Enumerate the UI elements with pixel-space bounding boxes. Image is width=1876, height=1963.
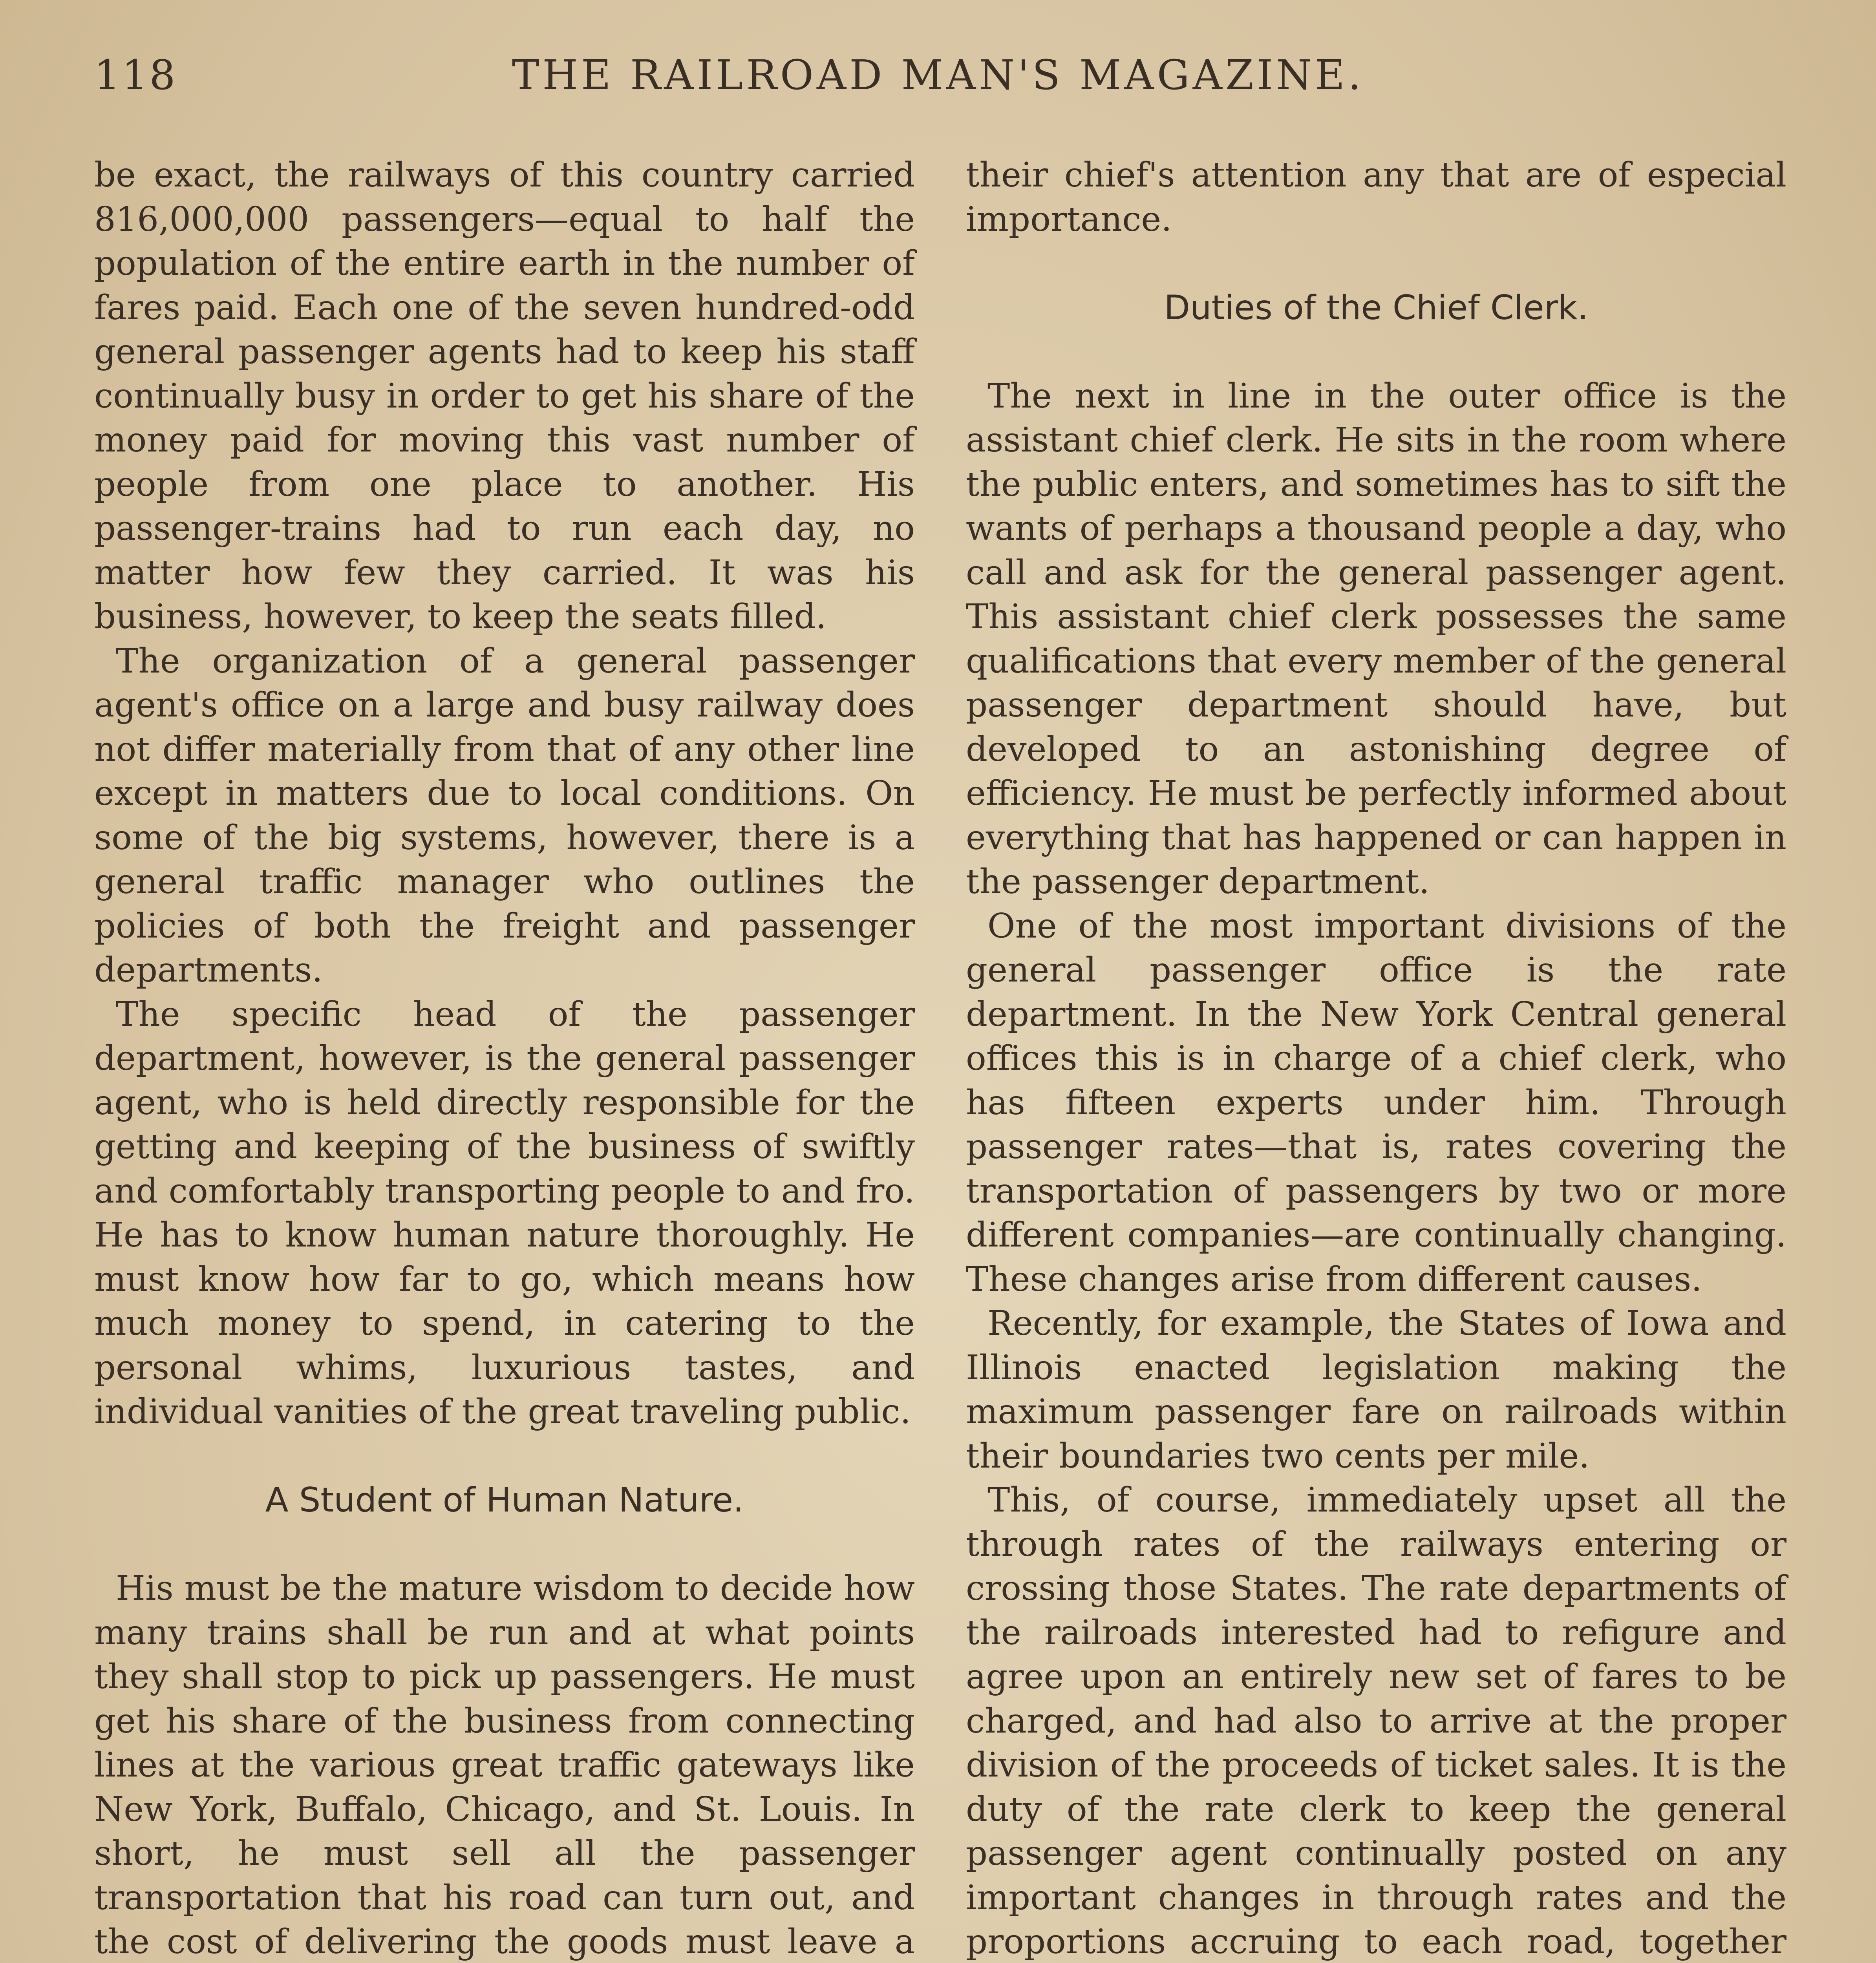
- paragraph: One of the most important divisions of the general passenger office is the rate department. In the New York Central general offices this is in charge of a chief clerk, who has fifteen experts under him. Through passenger rates—that is, rates covering the transportation of passengers by two or more different companies—are continually changing. These changes arise from different causes.: [966, 906, 1786, 1299]
- page-number: 118: [94, 51, 177, 99]
- right-column: [966, 153, 1786, 1963]
- paragraph: The next in line in the outer office is the assistant chief clerk. He sits in the room where the public enters, and sometimes has to sift the wants of perhaps a thousand people a day, who call and ask for the general passenger agent. This assistant chief clerk possesses the same qualifications that every member of the general passenger department should have, but developed to an astonishing degree of efficiency. He must be perfectly informed about everything that has happened or can happen in the passenger department.: [966, 376, 1786, 901]
- left-column: [94, 153, 915, 1963]
- paragraph: Recently, for example, the States of Iowa and Illinois enacted legislation making the maximum passenger fare on railroads within their boundaries two cents per mile.: [966, 1304, 1786, 1476]
- paragraph: This, of course, immediately upset all the through rates of the railways entering or crossing those States. The rate departments of the railroads interested had to refigure and agree upon an entirely new set of fares to be charged, and had also to arrive at the proper division of the proceeds of ticket sales. It is the duty of the rate clerk to keep the general passenger agent continually posted on any important changes in through rates and the proportions accruing to each road, together: [966, 1480, 1786, 1961]
- section-heading: Duties of the Chief Clerk.: [1164, 288, 1589, 327]
- paragraph: The specific head of the passenger department, however, is the general passenger agent, who is held directly responsible for the getting and keeping of the business of swiftly and comfortably transporting people to and fro. He has to know human nature thoroughly. He must know how far to go, which means how much money to spend, in catering to the personal whims, luxurious tastes, and individual vanities of the great traveling public.: [94, 994, 915, 1431]
- section-heading: A Student of Human Nature.: [265, 1480, 744, 1520]
- page-header: [94, 51, 1782, 110]
- paragraph: their chief's attention any that are of especial importance.: [966, 155, 1786, 239]
- paragraph: His must be the mature wisdom to decide how many trains shall be run and at what points they shall stop to pick up passengers. He must get his share of the business from connecting lines at the various great traffic gateways like New York, Buffalo, Chicago, and St. Louis. In short, he must sell all the passenger transportation that his road can turn out, and the cost of delivering the goods must leave a: [94, 1569, 915, 1961]
- running-title: THE RAILROAD MAN'S MAGAZINE.: [512, 51, 1364, 99]
- paragraph: be exact, the railways of this country carried 816,000,000 passengers—equal to half the population of the entire earth in the number of fares paid. Each one of the seven hundred-odd general passenger agents had to keep his staff continually busy in order to get his share of the money paid for moving this vast number of people from one place to another. His passenger-trains had to run each day, no matter how few they carried. It was his business, however, to keep the seats filled.: [94, 155, 915, 636]
- paragraph: The organization of a general passenger agent's office on a large and busy railway does not differ materially from that of any other line except in matters due to local conditions. On some of the big systems, however, there is a general traffic manager who outlines the policies of both the freight and passenger departments.: [94, 641, 915, 990]
